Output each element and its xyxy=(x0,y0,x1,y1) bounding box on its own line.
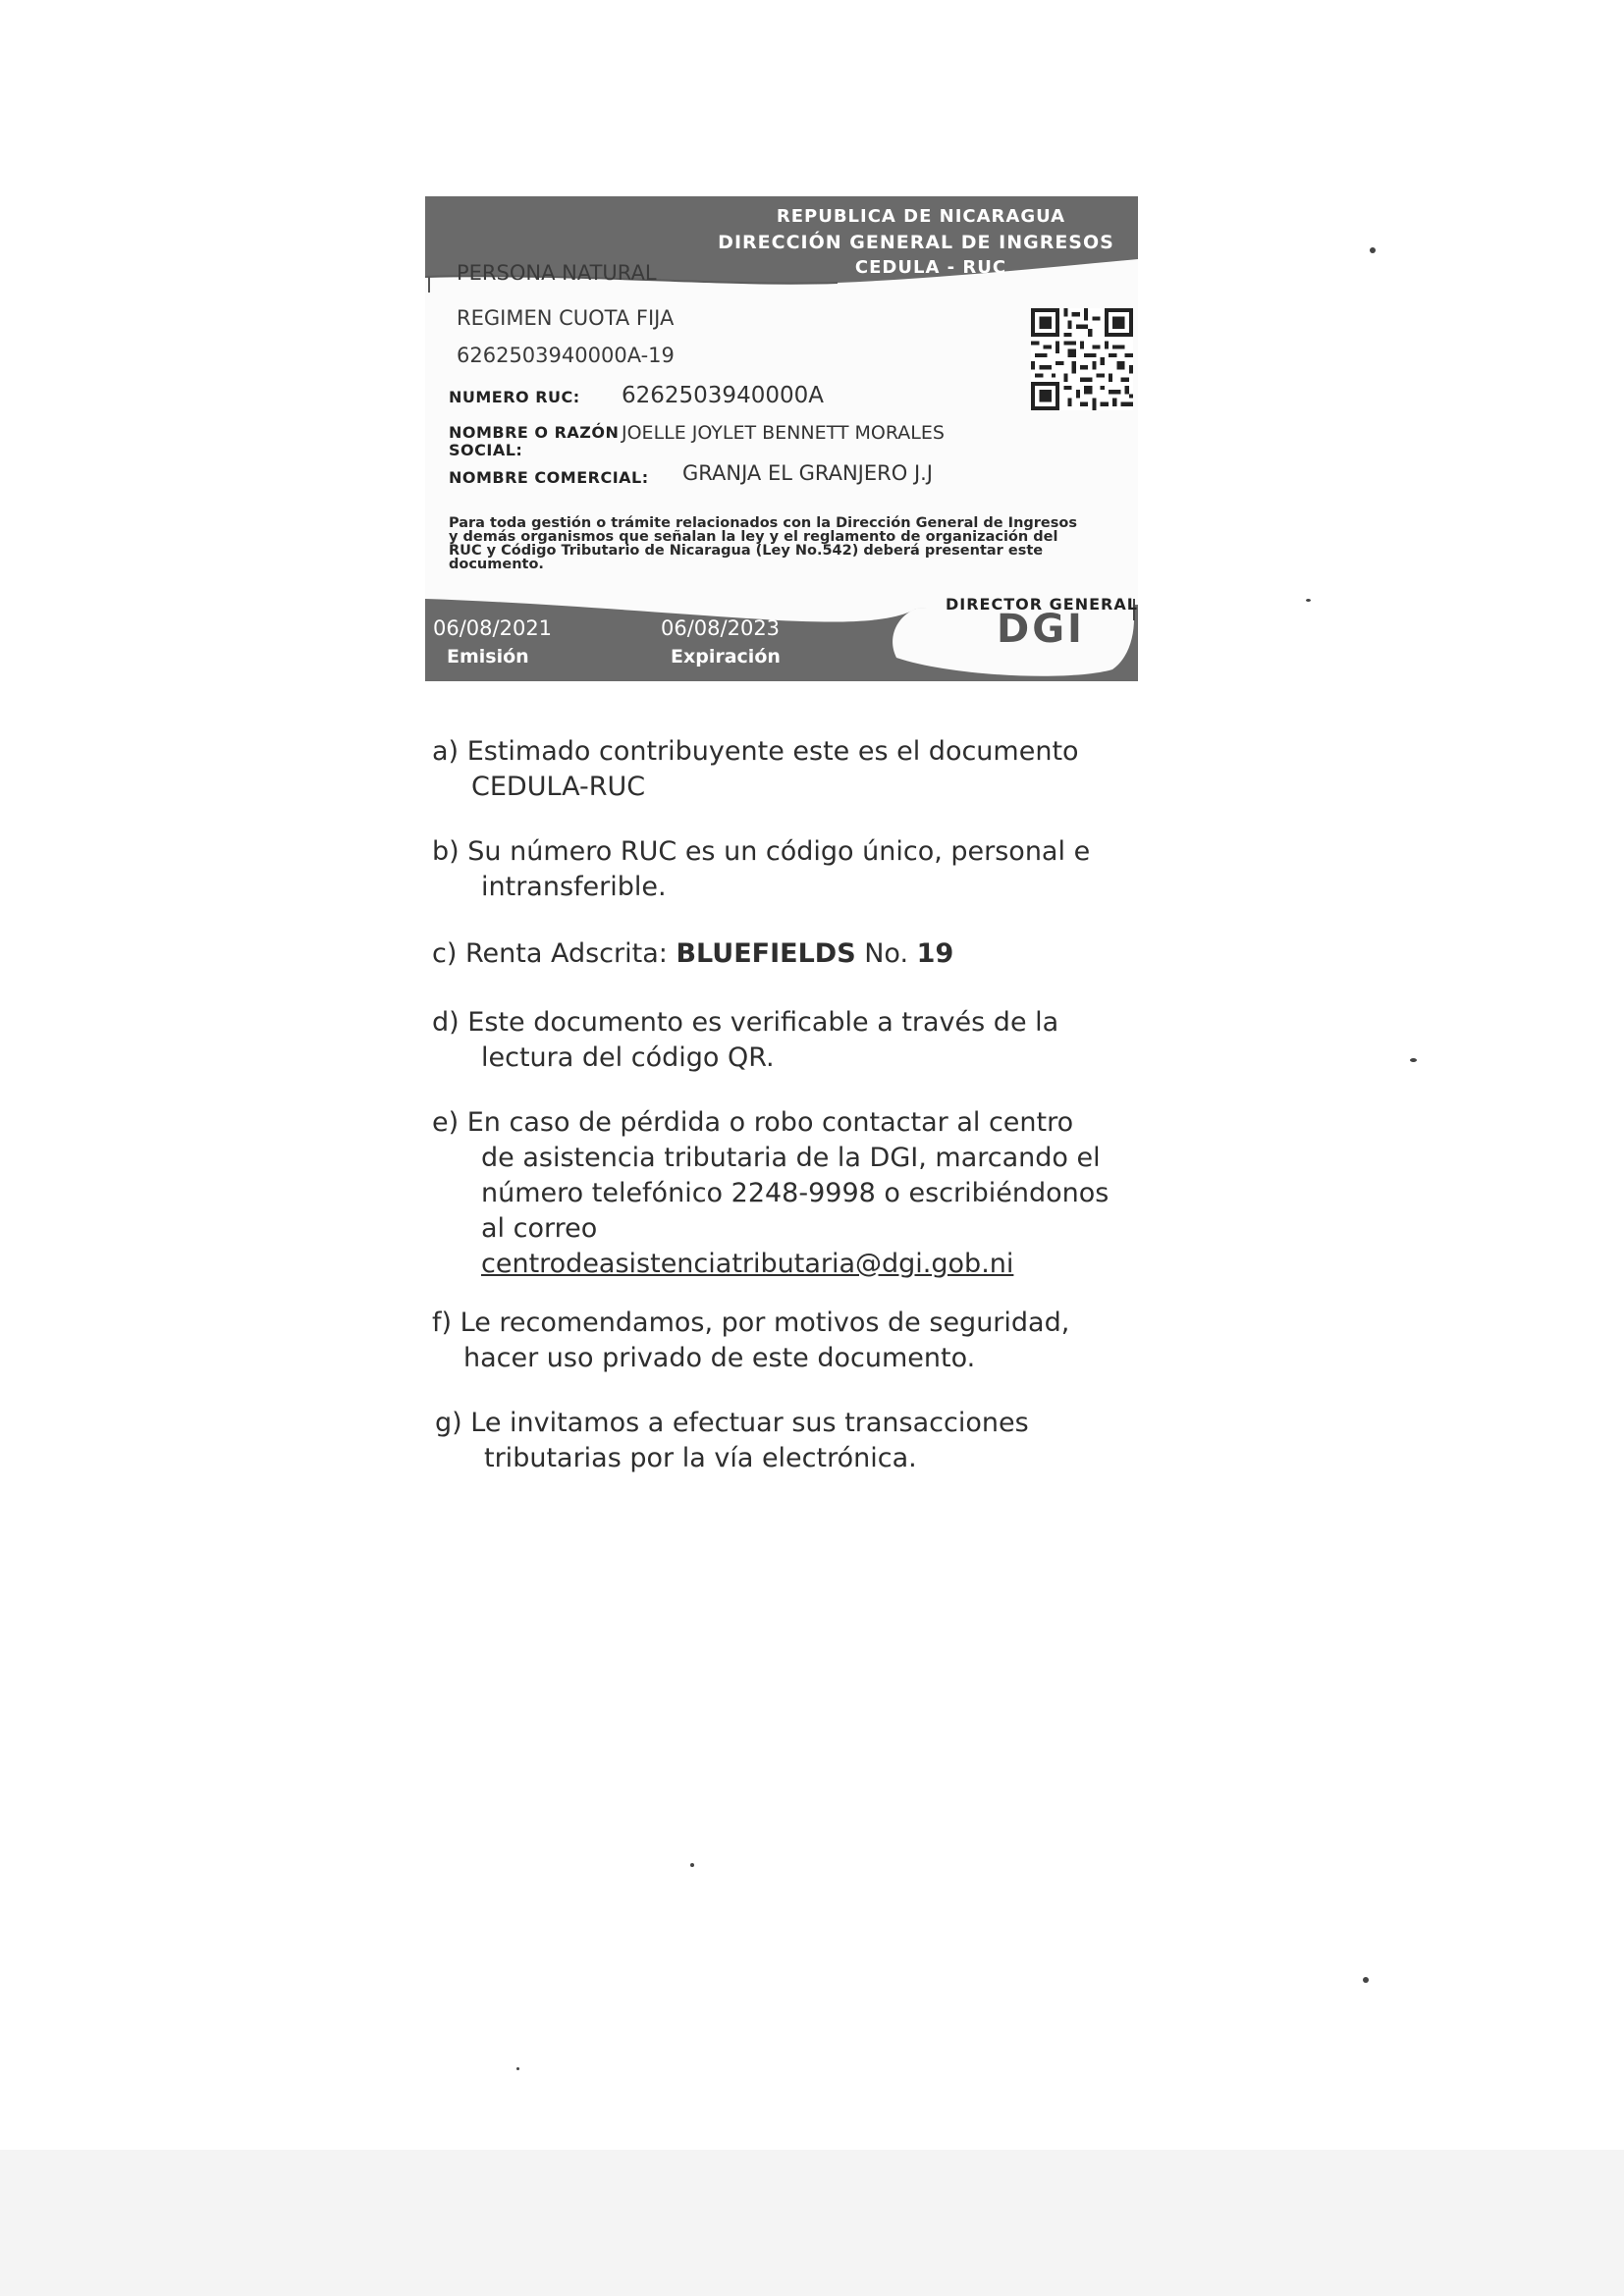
ruc-reference: 6262503940000A-19 xyxy=(457,344,675,367)
item-text: No. xyxy=(864,938,909,969)
item-marker: e) xyxy=(432,1107,460,1138)
list-item-c xyxy=(432,936,953,972)
renta-number: 19 xyxy=(916,938,954,969)
item-text: intransferible. xyxy=(481,872,667,902)
list-item-f xyxy=(432,1306,1069,1376)
dgi-signature: DGI xyxy=(997,607,1085,652)
item-text: En caso de pérdida o robo contactar al centro xyxy=(466,1107,1074,1138)
item-text: Este documento es verificable a través de la xyxy=(467,1007,1059,1038)
persona-type: PERSONA NATURAL xyxy=(457,261,657,285)
item-text: tributarias por la vía electrónica. xyxy=(484,1443,917,1473)
header-direccion: DIRECCIÓN GENERAL DE INGRESOS xyxy=(718,232,1114,253)
item-text: Le recomendamos, por motivos de seguridad, xyxy=(460,1308,1070,1338)
qr-code-icon xyxy=(1031,308,1133,410)
item-text: al correo xyxy=(481,1213,598,1244)
scan-speck xyxy=(516,2067,519,2070)
razon-social-label: NOMBRE O RAZÓN SOCIAL: xyxy=(449,423,620,459)
scan-bottom-shade xyxy=(0,2150,1624,2296)
header-cedula-ruc: CEDULA - RUC xyxy=(854,257,1007,278)
item-marker: g) xyxy=(435,1408,462,1438)
expiracion-date: 06/08/2023 xyxy=(661,616,781,640)
scan-speck xyxy=(1410,1058,1417,1062)
expiracion-label: Expiración xyxy=(671,646,781,667)
list-item-a xyxy=(432,734,1079,805)
razon-social-value: JOELLE JOYLET BENNETT MORALES xyxy=(622,422,945,444)
item-marker: d) xyxy=(432,1007,460,1038)
item-marker: a) xyxy=(432,736,460,767)
item-marker: f) xyxy=(432,1308,453,1338)
item-text: número telefónico 2248-9998 o escribiéndonos xyxy=(481,1178,1110,1208)
list-item-g xyxy=(435,1406,1029,1476)
nombre-comercial-value: GRANJA EL GRANJERO J.J xyxy=(682,461,934,485)
item-text: Renta Adscrita: xyxy=(464,938,668,969)
director-general-label: DIRECTOR GENERAL xyxy=(946,595,1138,614)
support-email-link[interactable]: centrodeasistenciatributaria@dgi.gob.ni xyxy=(481,1249,1014,1279)
item-text: Su número RUC es un código único, personal e xyxy=(467,836,1091,867)
card-notice-text: Para toda gestión o trámite relacionados con la Dirección General de Ingresos y demás organismos que señalan la ley y el reglamento de organización del RUC y Código Tributario de Nicaragua (Ley No.542) deberá presentar este documento. xyxy=(449,515,1077,572)
item-text: Le invitamos a efectuar sus transacciones xyxy=(470,1408,1029,1438)
scan-speck xyxy=(690,1863,694,1867)
nombre-comercial-label: NOMBRE COMERCIAL: xyxy=(449,468,649,487)
ruc-number-label: NUMERO RUC: xyxy=(449,388,580,406)
emision-label: Emisión xyxy=(447,646,529,667)
item-marker: b) xyxy=(432,836,460,867)
item-text: de asistencia tributaria de la DGI, marcando el xyxy=(481,1143,1101,1173)
item-text: hacer uso privado de este documento. xyxy=(463,1343,976,1373)
item-text: Estimado contribuyente este es el documento xyxy=(466,736,1079,767)
renta-office: BLUEFIELDS xyxy=(676,938,856,969)
cedula-ruc-card xyxy=(425,196,1138,681)
ruc-number-value: 6262503940000A xyxy=(622,383,824,408)
item-text: CEDULA-RUC xyxy=(471,772,646,802)
item-marker: c) xyxy=(432,938,458,969)
list-item-d xyxy=(432,1005,1058,1076)
scan-speck xyxy=(1370,247,1376,253)
regimen-type: REGIMEN CUOTA FIJA xyxy=(457,306,675,330)
item-text: lectura del código QR. xyxy=(481,1042,775,1073)
scan-speck xyxy=(1306,599,1311,602)
emision-date: 06/08/2021 xyxy=(433,616,553,640)
header-republica: REPUBLICA DE NICARAGUA xyxy=(776,206,1066,227)
list-item-e xyxy=(432,1105,1109,1282)
scan-speck xyxy=(1363,1977,1369,1983)
list-item-b xyxy=(432,834,1090,905)
